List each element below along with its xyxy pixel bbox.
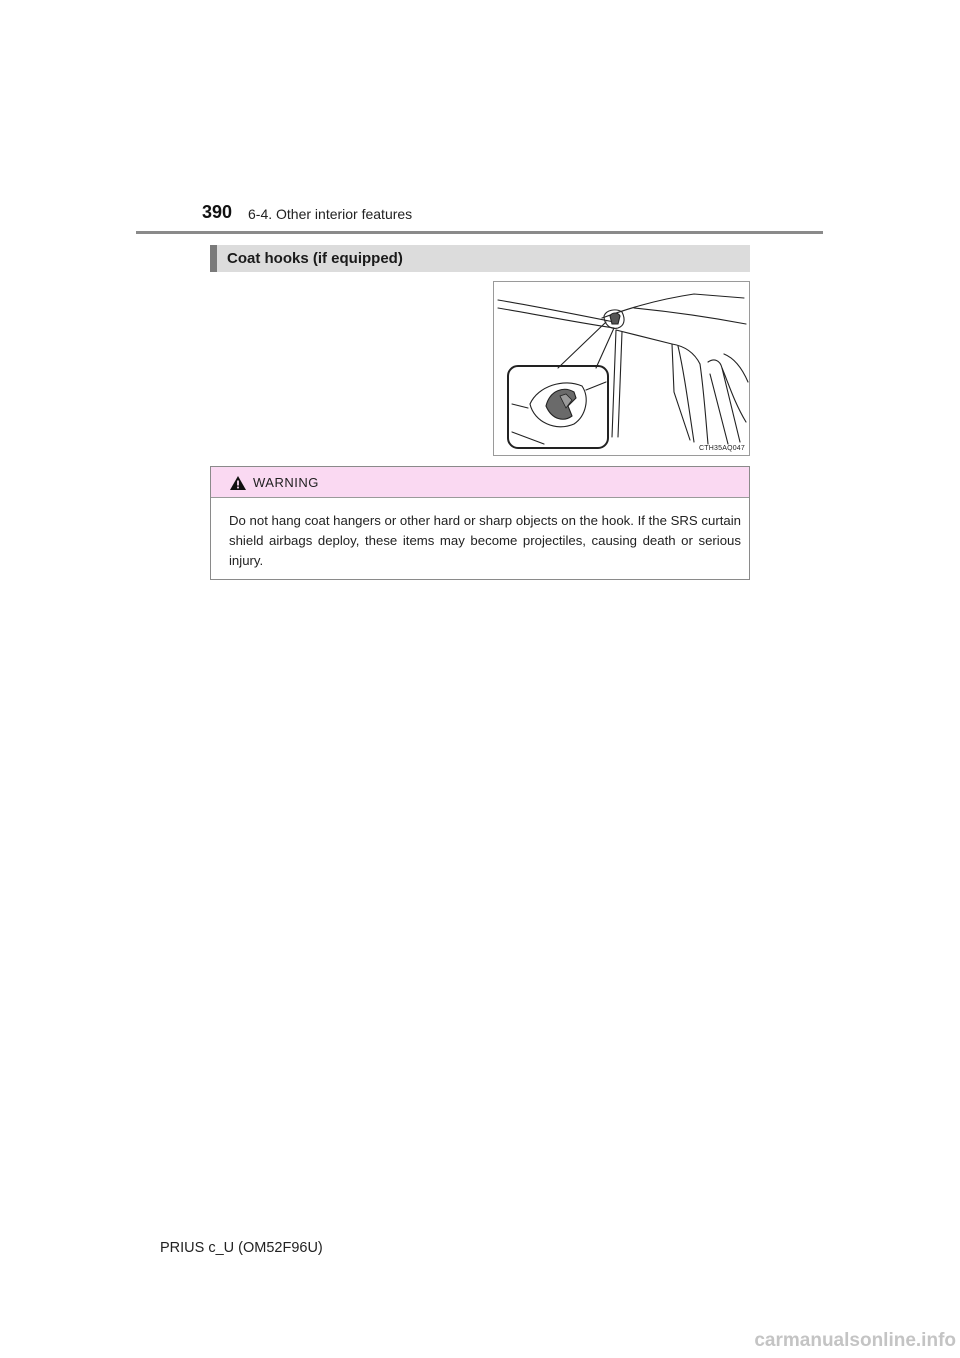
section-heading: Coat hooks (if equipped) <box>227 250 403 267</box>
warning-text: Do not hang coat hangers or other hard or sharp objects on the hook. If the SRS curtain shield airbags deploy, these items may become projectiles, causing death or serious injury. <box>229 513 741 568</box>
warning-header <box>211 467 749 498</box>
figure-code: CTH35AQ047 <box>699 445 745 452</box>
page-number: 390 <box>202 202 233 222</box>
coat-hook-illustration <box>493 281 750 456</box>
watermark: carmanualsonline.info <box>754 1330 956 1351</box>
warning-box <box>210 466 750 580</box>
footer-model: PRIUS c_U (OM52F96U) <box>160 1240 323 1256</box>
header-rule <box>136 231 823 234</box>
section-title: 6-4. Other interior features <box>248 206 413 222</box>
section-heading-bar <box>210 245 750 272</box>
warning-triangle-icon <box>229 475 247 491</box>
warning-label: WARNING <box>253 475 319 490</box>
coat-hook-drawing <box>494 282 751 457</box>
